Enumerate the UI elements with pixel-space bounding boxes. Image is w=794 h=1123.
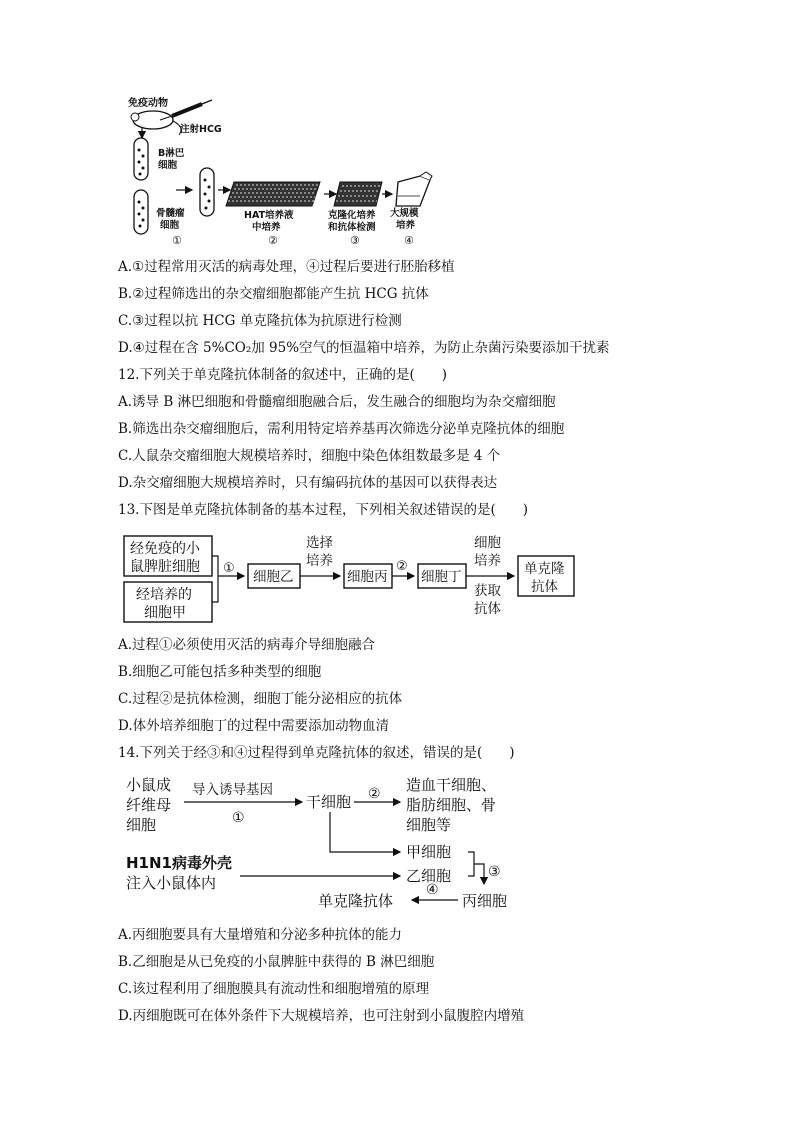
cell-b-label: 细胞乙	[253, 569, 294, 585]
q14-figure-svg	[122, 772, 522, 918]
q12-option-c: C.人鼠杂交瘤细胞大规模培养时，细胞中染色体组数最多是 4 个	[118, 448, 501, 464]
box2-line1: 经培养的	[136, 587, 192, 603]
q13-option-c: C.过程②是抗体检测，细胞丁能分泌相应的抗体	[118, 691, 403, 707]
cell-b-label-q14: 乙细胞	[406, 867, 452, 885]
inject-label: 注射HCG	[180, 124, 222, 135]
step-4-label: ④	[404, 234, 414, 247]
hat-plate-icon	[226, 182, 320, 206]
stem-cell-label: 干细胞	[306, 793, 352, 811]
select-line1: 选择	[306, 535, 333, 551]
box1-line1: 经免疫的小	[130, 541, 200, 557]
mab-line1: 单克隆	[524, 561, 565, 577]
culture-bottle-icon	[396, 172, 432, 206]
scale-label-1: 大规模	[390, 208, 419, 219]
q12-option-b: B.筛选出杂交瘤细胞后，需利用特定培养基再次筛选分泌单克隆抗体的细胞	[118, 421, 565, 437]
q11-figure-svg	[120, 94, 440, 250]
q12-stem: 12.下列关于单克隆抗体制备的叙述中，正确的是( )	[118, 367, 448, 383]
out-line1: 造血干细胞、	[406, 776, 497, 794]
q13-stem: 13.下图是单克隆抗体制备的基本过程，下列相关叙述错误的是( )	[118, 502, 529, 518]
clone-label-2: 和抗体检测	[328, 222, 376, 233]
myeloma-tube-icon	[134, 190, 148, 234]
virus-line2: 注入小鼠体内	[126, 874, 217, 892]
cell-c-label: 细胞丙	[347, 569, 388, 585]
mab-line2: 抗体	[531, 579, 558, 595]
clone-label-1: 克隆化培养	[328, 210, 376, 221]
b-cell-label-1: B淋巴	[158, 148, 185, 159]
q13-option-d: D.体外培养细胞丁的过程中需要添加动物血清	[118, 718, 390, 734]
myeloma-label-1: 骨髓瘤	[156, 208, 185, 219]
q12-option-d: D.杂交瘤细胞大规模培养时，只有编码抗体的基因可以获得表达	[118, 475, 498, 491]
step-3-label: ③	[350, 234, 360, 247]
select-line2: 培养	[306, 553, 333, 569]
cell-d-label: 细胞丁	[421, 569, 462, 585]
myeloma-label-2: 细胞	[160, 220, 180, 231]
out-line3: 细胞等	[406, 816, 452, 834]
q14-option-c: C.该过程利用了细胞膜具有流动性和细胞增殖的原理	[118, 981, 430, 997]
q14-step3: ③	[488, 864, 501, 880]
scale-label-2: 培养	[396, 220, 416, 231]
obtain-line2: 抗体	[474, 601, 501, 617]
q13-figure-svg	[118, 532, 588, 628]
cell-c-label-q14: 丙细胞	[462, 892, 508, 910]
q14-option-b: B.乙细胞是从已免疫的小鼠脾脏中获得的 B 淋巴细胞	[118, 954, 435, 970]
culture-line1: 细胞	[474, 535, 501, 551]
culture-line2: 培养	[474, 553, 501, 569]
q13-option-b: B.细胞乙可能包括多种类型的细胞	[118, 664, 322, 680]
q11-option-b: B.②过程筛选出的杂交瘤细胞都能产生抗 HCG 抗体	[118, 286, 429, 302]
q13-step1: ①	[223, 561, 235, 576]
hat-label-1: HAT培养液	[244, 210, 294, 221]
step-1-label: ①	[172, 234, 182, 247]
q11-option-d: D.④过程在含 5%CO₂加 95%空气的恒温箱中培养，为防止杂菌污染要添加干扰素	[118, 340, 610, 356]
fused-tube-icon	[200, 168, 214, 216]
fib-line1: 小鼠成	[126, 776, 172, 794]
q14-figure	[122, 772, 522, 918]
q12-option-a: A.诱导 B 淋巴细胞和骨髓瘤细胞融合后，发生融合的细胞均为杂交瘤细胞	[118, 394, 556, 410]
virus-line1: H1N1病毒外壳	[126, 854, 232, 872]
clone-plate-icon	[334, 182, 382, 206]
q14-step4: ④	[426, 882, 439, 898]
induce-label: 导入诱导基因	[192, 782, 273, 798]
q14-stem: 14.下列关于经③和④过程得到单克隆抗体的叙述，错误的是( )	[118, 745, 515, 761]
step-2-label: ②	[268, 234, 278, 247]
q11-option-a: A.①过程常用灭活的病毒处理，④过程后要进行胚胎移植	[118, 259, 455, 275]
q13-option-a: A.过程①必须使用灭活的病毒介导细胞融合	[118, 637, 376, 653]
animal-label: 免疫动物	[128, 98, 168, 109]
fib-line2: 纤维母	[126, 796, 172, 814]
mab-label-q14: 单克隆抗体	[318, 892, 394, 910]
b-cell-label-2: 细胞	[158, 160, 178, 171]
b-cell-tube-icon	[134, 138, 148, 180]
out-line2: 脂肪细胞、骨	[406, 796, 497, 814]
q11-option-c: C.③过程以抗 HCG 单克隆抗体为抗原进行检测	[118, 313, 402, 329]
q14-step2: ②	[368, 786, 381, 802]
q13-step2: ②	[396, 559, 408, 574]
cell-a-label: 甲细胞	[406, 843, 452, 861]
hat-label-2: 中培养	[252, 222, 281, 233]
fib-line3: 细胞	[126, 816, 157, 834]
q14-option-a: A.丙细胞要具有大量增殖和分泌多种抗体的能力	[118, 927, 403, 943]
box2-line2: 细胞甲	[144, 605, 186, 621]
q13-figure	[118, 532, 588, 628]
q14-option-d: D.丙细胞既可在体外条件下大规模培养，也可注射到小鼠腹腔内增殖	[118, 1008, 525, 1024]
box1-line2: 鼠脾脏细胞	[130, 559, 200, 575]
q14-step1: ①	[232, 810, 245, 826]
obtain-line1: 获取	[474, 583, 501, 599]
q11-figure	[120, 94, 440, 250]
